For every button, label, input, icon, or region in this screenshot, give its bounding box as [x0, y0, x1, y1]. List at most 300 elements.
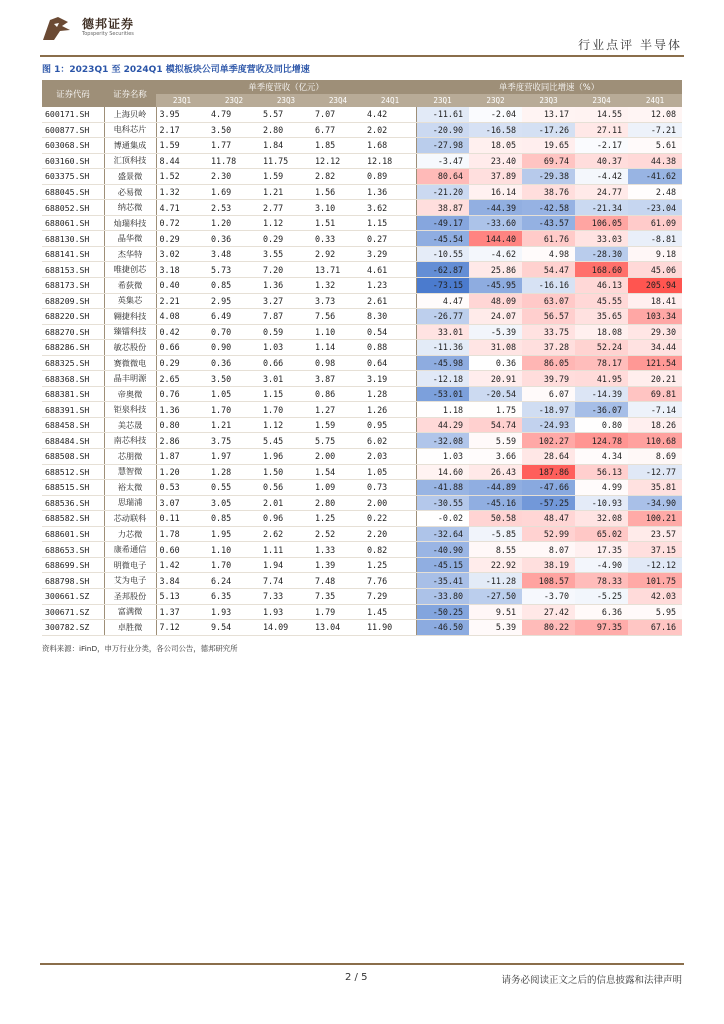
revenue-cell: 2.03: [364, 449, 416, 465]
revenue-cell: 0.66: [260, 355, 312, 371]
table-row: [42, 526, 682, 542]
revenue-cell: 1.25: [312, 511, 364, 527]
yoy-growth-cell: -45.98: [416, 355, 469, 371]
logo-mark-icon: [40, 14, 74, 44]
revenue-cell: 13.71: [312, 262, 364, 278]
revenue-cell: 12.18: [364, 153, 416, 169]
yoy-growth-cell: 52.99: [522, 526, 575, 542]
yoy-growth-cell: -40.90: [416, 542, 469, 558]
revenue-cell: 0.95: [364, 417, 416, 433]
yoy-growth-cell: -30.55: [416, 495, 469, 511]
revenue-cell: 5.73: [208, 262, 260, 278]
revenue-cell: 7.76: [364, 573, 416, 589]
revenue-cell: 7.33: [260, 588, 312, 604]
yoy-growth-cell: 63.07: [522, 293, 575, 309]
yoy-growth-cell: -21.20: [416, 184, 469, 200]
revenue-cell: 7.35: [312, 588, 364, 604]
stock-code-cell: 688130.SH: [42, 231, 104, 247]
revenue-cell: 1.50: [260, 464, 312, 480]
yoy-growth-cell: -5.39: [469, 324, 522, 340]
yoy-growth-cell: 205.94: [628, 278, 682, 294]
stock-name-cell: 艾为电子: [104, 573, 156, 589]
table-row: [42, 231, 682, 247]
revenue-cell: 1.78: [156, 526, 208, 542]
yoy-growth-cell: -7.21: [628, 122, 682, 138]
table-row: [42, 278, 682, 294]
stock-name-cell: 博通集成: [104, 138, 156, 154]
yoy-growth-cell: -35.41: [416, 573, 469, 589]
quarter-header-rev: 23Q1: [156, 94, 208, 107]
stock-name-cell: 敏芯股份: [104, 340, 156, 356]
revenue-cell: 1.26: [364, 402, 416, 418]
revenue-cell: 1.33: [312, 542, 364, 558]
col-group-yoy: 单季度营收同比增速（%）: [416, 80, 682, 94]
yoy-growth-cell: 25.86: [469, 262, 522, 278]
yoy-growth-cell: 168.60: [575, 262, 628, 278]
revenue-cell: 3.29: [364, 246, 416, 262]
revenue-cell: 0.73: [364, 480, 416, 496]
yoy-growth-cell: 48.09: [469, 293, 522, 309]
yoy-growth-cell: 56.13: [575, 464, 628, 480]
stock-name-cell: 晶丰明源: [104, 371, 156, 387]
yoy-growth-cell: 44.29: [416, 417, 469, 433]
stock-name-cell: 汇顶科技: [104, 153, 156, 169]
yoy-growth-cell: 8.55: [469, 542, 522, 558]
yoy-growth-cell: -16.16: [522, 278, 575, 294]
stock-name-cell: 晶华微: [104, 231, 156, 247]
yoy-growth-cell: 78.17: [575, 355, 628, 371]
yoy-growth-cell: 8.07: [522, 542, 575, 558]
revenue-cell: 3.55: [260, 246, 312, 262]
revenue-cell: 5.45: [260, 433, 312, 449]
revenue-cell: 1.11: [260, 542, 312, 558]
logo-chinese-name: 德邦证券: [82, 17, 135, 31]
revenue-cell: 1.37: [156, 604, 208, 620]
yoy-growth-cell: -4.90: [575, 557, 628, 573]
revenue-cell: 1.03: [260, 340, 312, 356]
revenue-table: [42, 80, 682, 636]
table-row: [42, 153, 682, 169]
quarter-header-rev: 24Q1: [364, 94, 416, 107]
yoy-growth-cell: -11.28: [469, 573, 522, 589]
revenue-cell: 1.32: [312, 278, 364, 294]
yoy-growth-cell: -11.36: [416, 340, 469, 356]
revenue-cell: 1.28: [364, 386, 416, 402]
revenue-cell: 3.75: [208, 433, 260, 449]
stock-name-cell: 南芯科技: [104, 433, 156, 449]
page-number: 2 / 5: [345, 972, 368, 983]
yoy-growth-cell: -44.39: [469, 200, 522, 216]
revenue-cell: 0.40: [156, 278, 208, 294]
revenue-cell: 1.52: [156, 169, 208, 185]
stock-name-cell: 杰华特: [104, 246, 156, 262]
yoy-growth-cell: 124.78: [575, 433, 628, 449]
revenue-cell: 1.69: [208, 184, 260, 200]
stock-code-cell: 688512.SH: [42, 464, 104, 480]
yoy-growth-cell: 6.36: [575, 604, 628, 620]
revenue-cell: 1.79: [312, 604, 364, 620]
revenue-cell: 9.54: [208, 620, 260, 636]
revenue-cell: 0.36: [208, 231, 260, 247]
yoy-growth-cell: -12.12: [628, 557, 682, 573]
revenue-cell: 1.10: [208, 542, 260, 558]
revenue-cell: 1.36: [260, 278, 312, 294]
revenue-cell: 1.39: [312, 557, 364, 573]
revenue-cell: 5.57: [260, 107, 312, 122]
revenue-cell: 3.95: [156, 107, 208, 122]
yoy-growth-cell: 80.64: [416, 169, 469, 185]
yoy-growth-cell: -16.58: [469, 122, 522, 138]
yoy-growth-cell: -26.77: [416, 309, 469, 325]
revenue-cell: 4.79: [208, 107, 260, 122]
revenue-cell: 0.70: [208, 324, 260, 340]
yoy-growth-cell: 54.47: [522, 262, 575, 278]
revenue-cell: 2.02: [364, 122, 416, 138]
revenue-cell: 0.27: [364, 231, 416, 247]
yoy-growth-cell: -33.80: [416, 588, 469, 604]
yoy-growth-cell: -4.62: [469, 246, 522, 262]
revenue-cell: 2.20: [364, 526, 416, 542]
revenue-cell: 2.17: [156, 122, 208, 138]
yoy-growth-cell: 52.24: [575, 340, 628, 356]
yoy-growth-cell: -36.07: [575, 402, 628, 418]
table-row: [42, 386, 682, 402]
stock-name-cell: 希荻微: [104, 278, 156, 294]
quarter-header-yoy: 24Q1: [628, 94, 682, 107]
yoy-growth-cell: -24.93: [522, 417, 575, 433]
company-logo: [40, 12, 200, 46]
table-row: [42, 215, 682, 231]
table-row: [42, 604, 682, 620]
revenue-cell: 0.90: [208, 340, 260, 356]
revenue-cell: 7.87: [260, 309, 312, 325]
revenue-cell: 2.82: [312, 169, 364, 185]
revenue-cell: 0.98: [312, 355, 364, 371]
yoy-growth-cell: -42.58: [522, 200, 575, 216]
revenue-cell: 1.95: [208, 526, 260, 542]
table-row: [42, 402, 682, 418]
revenue-cell: 6.77: [312, 122, 364, 138]
yoy-growth-cell: 27.42: [522, 604, 575, 620]
yoy-growth-cell: 20.21: [628, 371, 682, 387]
yoy-growth-cell: 13.17: [522, 107, 575, 122]
yoy-growth-cell: -62.87: [416, 262, 469, 278]
revenue-cell: 1.56: [312, 184, 364, 200]
table-row: [42, 324, 682, 340]
revenue-cell: 3.27: [260, 293, 312, 309]
revenue-cell: 1.25: [364, 557, 416, 573]
revenue-cell: 14.09: [260, 620, 312, 636]
revenue-cell: 0.66: [156, 340, 208, 356]
stock-code-cell: 688391.SH: [42, 402, 104, 418]
revenue-cell: 7.56: [312, 309, 364, 325]
revenue-cell: 1.87: [156, 449, 208, 465]
revenue-cell: 0.60: [156, 542, 208, 558]
stock-name-cell: 慧智微: [104, 464, 156, 480]
stock-code-cell: 688798.SH: [42, 573, 104, 589]
quarter-header-rev: 23Q4: [312, 94, 364, 107]
quarter-header-rev: 23Q2: [208, 94, 260, 107]
yoy-growth-cell: 121.54: [628, 355, 682, 371]
yoy-growth-cell: -43.57: [522, 215, 575, 231]
revenue-cell: 7.29: [364, 588, 416, 604]
stock-code-cell: 300671.SZ: [42, 604, 104, 620]
yoy-growth-cell: 44.38: [628, 153, 682, 169]
revenue-cell: 2.00: [312, 449, 364, 465]
revenue-cell: 1.45: [364, 604, 416, 620]
revenue-cell: 1.21: [208, 417, 260, 433]
revenue-cell: 1.20: [156, 464, 208, 480]
revenue-cell: 0.96: [260, 511, 312, 527]
yoy-growth-cell: 22.92: [469, 557, 522, 573]
revenue-cell: 1.85: [312, 138, 364, 154]
yoy-growth-cell: 24.77: [575, 184, 628, 200]
yoy-growth-cell: 37.15: [628, 542, 682, 558]
yoy-growth-cell: 61.76: [522, 231, 575, 247]
yoy-growth-cell: 97.35: [575, 620, 628, 636]
stock-code-cell: 688141.SH: [42, 246, 104, 262]
revenue-cell: 0.82: [364, 542, 416, 558]
revenue-cell: 0.42: [156, 324, 208, 340]
revenue-cell: 3.73: [312, 293, 364, 309]
table-row: [42, 588, 682, 604]
stock-code-cell: 688286.SH: [42, 340, 104, 356]
stock-name-cell: 美芯晟: [104, 417, 156, 433]
table-row: [42, 620, 682, 636]
yoy-growth-cell: 67.16: [628, 620, 682, 636]
yoy-growth-cell: 19.65: [522, 138, 575, 154]
yoy-growth-cell: 54.74: [469, 417, 522, 433]
revenue-cell: 4.71: [156, 200, 208, 216]
revenue-cell: 1.36: [364, 184, 416, 200]
stock-code-cell: 688515.SH: [42, 480, 104, 496]
yoy-growth-cell: 35.81: [628, 480, 682, 496]
stock-name-cell: 芯朋微: [104, 449, 156, 465]
stock-code-cell: 603160.SH: [42, 153, 104, 169]
stock-name-cell: 卓胜微: [104, 620, 156, 636]
stock-code-cell: 688601.SH: [42, 526, 104, 542]
revenue-cell: 3.05: [208, 495, 260, 511]
yoy-growth-cell: -11.61: [416, 107, 469, 122]
yoy-growth-cell: -27.50: [469, 588, 522, 604]
yoy-growth-cell: -18.97: [522, 402, 575, 418]
revenue-cell: 1.27: [312, 402, 364, 418]
yoy-growth-cell: -73.15: [416, 278, 469, 294]
revenue-cell: 0.88: [364, 340, 416, 356]
quarter-header-rev: 23Q3: [260, 94, 312, 107]
revenue-cell: 1.59: [312, 417, 364, 433]
yoy-growth-cell: 18.08: [575, 324, 628, 340]
yoy-growth-cell: -50.25: [416, 604, 469, 620]
yoy-growth-cell: -7.14: [628, 402, 682, 418]
table-row: [42, 340, 682, 356]
table-row: [42, 417, 682, 433]
yoy-growth-cell: -23.04: [628, 200, 682, 216]
yoy-growth-cell: 12.08: [628, 107, 682, 122]
revenue-cell: 2.86: [156, 433, 208, 449]
yoy-growth-cell: -2.17: [575, 138, 628, 154]
yoy-growth-cell: 5.39: [469, 620, 522, 636]
stock-code-cell: 688061.SH: [42, 215, 104, 231]
stock-code-cell: 688458.SH: [42, 417, 104, 433]
stock-code-cell: 688325.SH: [42, 355, 104, 371]
stock-name-cell: 圣邦股份: [104, 588, 156, 604]
revenue-cell: 7.20: [260, 262, 312, 278]
revenue-cell: 5.75: [312, 433, 364, 449]
revenue-cell: 0.59: [260, 324, 312, 340]
stock-code-cell: 688153.SH: [42, 262, 104, 278]
stock-name-cell: 思瑞浦: [104, 495, 156, 511]
stock-name-cell: 臻镭科技: [104, 324, 156, 340]
yoy-growth-cell: 14.60: [416, 464, 469, 480]
yoy-growth-cell: 69.74: [522, 153, 575, 169]
yoy-growth-cell: 27.11: [575, 122, 628, 138]
stock-name-cell: 赛微微电: [104, 355, 156, 371]
stock-name-cell: 必易微: [104, 184, 156, 200]
col-header-code: 证券代码: [42, 80, 104, 107]
stock-code-cell: 300782.SZ: [42, 620, 104, 636]
table-row: [42, 464, 682, 480]
stock-code-cell: 300661.SZ: [42, 588, 104, 604]
revenue-cell: 1.09: [312, 480, 364, 496]
yoy-growth-cell: 18.05: [469, 138, 522, 154]
yoy-growth-cell: -57.25: [522, 495, 575, 511]
revenue-cell: 0.80: [156, 417, 208, 433]
revenue-cell: 0.55: [208, 480, 260, 496]
revenue-cell: 1.70: [208, 557, 260, 573]
revenue-cell: 1.54: [312, 464, 364, 480]
revenue-cell: 1.97: [208, 449, 260, 465]
revenue-cell: 1.42: [156, 557, 208, 573]
revenue-cell: 0.89: [364, 169, 416, 185]
revenue-cell: 1.70: [208, 402, 260, 418]
revenue-cell: 2.65: [156, 371, 208, 387]
yoy-growth-cell: 33.75: [522, 324, 575, 340]
revenue-cell: 1.12: [260, 417, 312, 433]
revenue-cell: 1.14: [312, 340, 364, 356]
yoy-growth-cell: 48.47: [522, 511, 575, 527]
revenue-cell: 3.01: [260, 371, 312, 387]
yoy-growth-cell: -5.25: [575, 588, 628, 604]
table-row: [42, 169, 682, 185]
revenue-cell: 3.48: [208, 246, 260, 262]
stock-name-cell: 英集芯: [104, 293, 156, 309]
quarter-header-yoy: 23Q4: [575, 94, 628, 107]
yoy-growth-cell: 33.01: [416, 324, 469, 340]
yoy-growth-cell: -28.30: [575, 246, 628, 262]
footer-divider: [40, 963, 684, 965]
revenue-cell: 4.08: [156, 309, 208, 325]
stock-name-cell: 帝奥微: [104, 386, 156, 402]
table-row: [42, 542, 682, 558]
table-row: [42, 511, 682, 527]
revenue-cell: 1.28: [208, 464, 260, 480]
yoy-growth-cell: 9.18: [628, 246, 682, 262]
yoy-growth-cell: -3.70: [522, 588, 575, 604]
table-row: [42, 262, 682, 278]
yoy-growth-cell: -5.85: [469, 526, 522, 542]
yoy-growth-cell: 5.61: [628, 138, 682, 154]
revenue-cell: 12.12: [312, 153, 364, 169]
yoy-growth-cell: 56.57: [522, 309, 575, 325]
yoy-growth-cell: 46.13: [575, 278, 628, 294]
table-row: [42, 480, 682, 496]
revenue-cell: 0.22: [364, 511, 416, 527]
revenue-cell: 1.93: [208, 604, 260, 620]
stock-name-cell: 钜泉科技: [104, 402, 156, 418]
revenue-cell: 0.29: [156, 355, 208, 371]
yoy-growth-cell: 144.40: [469, 231, 522, 247]
stock-name-cell: 明微电子: [104, 557, 156, 573]
stock-name-cell: 富满微: [104, 604, 156, 620]
revenue-cell: 1.36: [156, 402, 208, 418]
revenue-cell: 0.54: [364, 324, 416, 340]
revenue-cell: 2.92: [312, 246, 364, 262]
table-row: [42, 355, 682, 371]
yoy-growth-cell: 61.09: [628, 215, 682, 231]
quarter-header-yoy: 23Q2: [469, 94, 522, 107]
revenue-cell: 2.53: [208, 200, 260, 216]
table-row: [42, 573, 682, 589]
stock-name-cell: 电科芯片: [104, 122, 156, 138]
yoy-growth-cell: 5.95: [628, 604, 682, 620]
yoy-growth-cell: 9.51: [469, 604, 522, 620]
stock-code-cell: 603068.SH: [42, 138, 104, 154]
revenue-cell: 1.15: [260, 386, 312, 402]
yoy-growth-cell: -12.77: [628, 464, 682, 480]
revenue-cell: 0.76: [156, 386, 208, 402]
revenue-cell: 13.04: [312, 620, 364, 636]
yoy-growth-cell: 69.81: [628, 386, 682, 402]
yoy-growth-cell: 39.79: [522, 371, 575, 387]
yoy-growth-cell: 23.40: [469, 153, 522, 169]
revenue-cell: 3.07: [156, 495, 208, 511]
revenue-cell: 1.05: [208, 386, 260, 402]
revenue-cell: 0.53: [156, 480, 208, 496]
yoy-growth-cell: -34.90: [628, 495, 682, 511]
revenue-cell: 2.00: [364, 495, 416, 511]
table-body: [42, 107, 682, 635]
yoy-growth-cell: -17.26: [522, 122, 575, 138]
revenue-cell: 1.23: [364, 278, 416, 294]
revenue-cell: 11.75: [260, 153, 312, 169]
revenue-cell: 3.50: [208, 122, 260, 138]
yoy-growth-cell: 110.68: [628, 433, 682, 449]
revenue-cell: 1.84: [260, 138, 312, 154]
stock-name-cell: 唯捷创芯: [104, 262, 156, 278]
table-row: [42, 495, 682, 511]
revenue-cell: 3.18: [156, 262, 208, 278]
yoy-growth-cell: 65.02: [575, 526, 628, 542]
revenue-cell: 4.42: [364, 107, 416, 122]
yoy-growth-cell: 1.03: [416, 449, 469, 465]
revenue-cell: 1.51: [312, 215, 364, 231]
yoy-growth-cell: -44.89: [469, 480, 522, 496]
revenue-cell: 6.49: [208, 309, 260, 325]
revenue-cell: 2.30: [208, 169, 260, 185]
stock-code-cell: 600171.SH: [42, 107, 104, 122]
stock-code-cell: 688209.SH: [42, 293, 104, 309]
stock-code-cell: 600877.SH: [42, 122, 104, 138]
table-row: [42, 433, 682, 449]
disclaimer: 请务必阅读正文之后的信息披露和法律声明: [501, 975, 682, 986]
yoy-growth-cell: -10.55: [416, 246, 469, 262]
revenue-cell: 2.77: [260, 200, 312, 216]
revenue-cell: 1.93: [260, 604, 312, 620]
yoy-growth-cell: 6.07: [522, 386, 575, 402]
yoy-growth-cell: 1.18: [416, 402, 469, 418]
yoy-growth-cell: -45.95: [469, 278, 522, 294]
